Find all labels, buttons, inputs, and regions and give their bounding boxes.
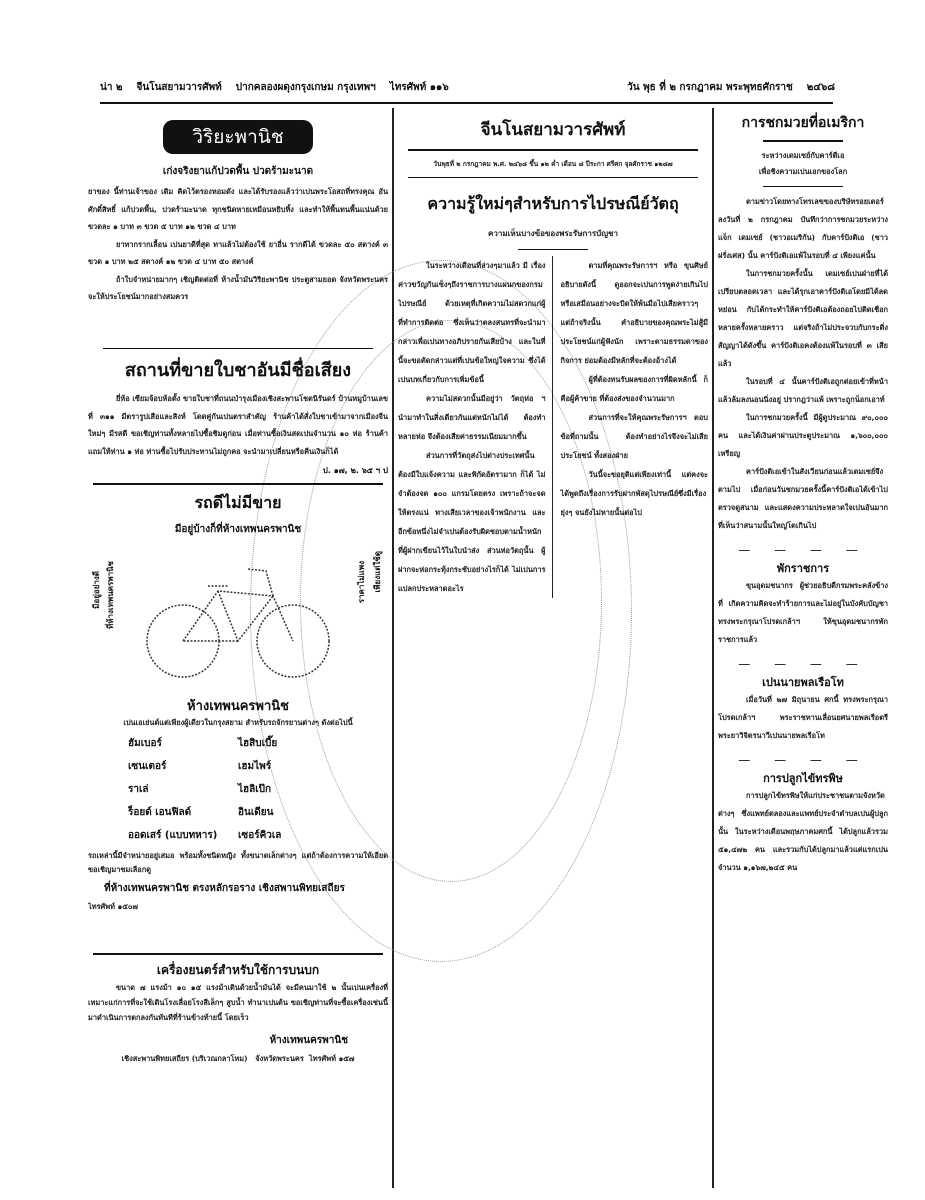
ad4-paragraph: ขนาด ๗ แรงม้า ๑๐ ๑๕ แรงม้าเดินด้วยน้ำมันได้ จะมีคนมาใช้ ๒ นั้นเปนเครื่องที่เหมาะแก่การที่จะใช้เดินโรงเลื่อยโรงสีเล็กๆ สูบน้ำ ทำนาเปนต้น ขอเชิญท่านที่จะซื้อเครื่องเช่นนี้ มาดำเนินการตกลงกันทันทีที่ร้านข้างท้ายนี้ โดยเร็ว (88, 982, 388, 1022)
ad4-title: เครื่องยนตร์สำหรับใช้การบนบก (156, 962, 320, 977)
ad3-shop-name: ห้างเทพนครพานิช (187, 698, 289, 714)
page-number: น่า ๒ (100, 81, 123, 93)
section-separator: — — — — (738, 543, 868, 557)
boxing-paragraph: ในการชกมวยครั้งนี้ มีผู้ดูประมาณ ๙๐,๐๐๐ คน และได้เงินค่าผ่านประตูประมาณ ๑,๖๐๐,๐๐๐ เหรียญ (718, 413, 888, 458)
section-rule (93, 483, 383, 485)
boxing-paragraph: ในการชกมวยครั้งนั้น เดมเซย์เปนฝ่ายที่ได้เปรียบตลอดเวลา และได้รุกเอาคาร์ปังติเอโดยมิได้ลดหย่อน กับได้กระทำให้คาร์ปังติเอต้องถอยไปติดเชือกหลายครั้งหลายคราว แต่จริงถ้าไม่ประจวบกับกระดิ่งสัญญาได้ดังขึ้น คาร์ปังติเอคงต้องแพ้ในรอบที่ ๓ เสียแล้ว (718, 269, 888, 368)
header-rule (100, 102, 833, 104)
ad2-signature: ป. ๑๗, ๒. ๖๕ ฯ ป (322, 466, 388, 475)
ad4-phone: ไทรศัพท์ ๑๕๗ (309, 1053, 355, 1063)
center-column (398, 110, 708, 1190)
ad3-intro: เปนเอเย่นต์แต่เพียงผู้เดียวในกรุงสยาม สำหรับรถจักรยานต่างๆ ดังต่อไปนี้ (123, 717, 353, 727)
ad4-shop: ห้างเทพนครพานิช (269, 1034, 348, 1046)
short-rule (763, 186, 843, 188)
side-text-left-2: ที่ห้างเทพนครพานิช (106, 560, 115, 629)
column-divider-2 (712, 108, 714, 1188)
suspension-title: พักราชการ (776, 562, 830, 575)
ad1-paragraph: ยาทากรากเลื้อน เปนยาดีที่สุด ทาแล้วไม่ต้องใช้ ยาอื่น รากดีได้ ขวดละ ๕๐ สตางค์ ๓ ขวด ๑ บาท ๒๕ สตางค์ ๑๒ ขวด ๔ บาท ๕๐ สตางค์ (88, 239, 388, 266)
ad-banner-viriya: วิริยะพานิช (163, 120, 313, 154)
masthead-rule (408, 149, 698, 151)
side-text-right: ราคาไม่แพง (357, 560, 366, 603)
brand: ร็อยด์ เอนฟิลด์ (128, 806, 192, 818)
boxing-paragraph: ตามข่าวโดยทางโทรเลขของบริษัทรอยเตอร์ ลงวันที่ ๒ กรกฎาคม บันทึกว่าการชกมวยระหว่าง แจ็ก เดมเซย์ (ชาวอเมริกัน) กับคาร์ปังติเอ (ชาวฝรั่งเศส) นั้น คาร์ปังติเอแพ้ในรอบที่ ๔ เพียงแค่นั้น (718, 197, 888, 260)
boxing-subtitle-2: เพื่อชิงความเปนเอกของโลก (758, 166, 848, 176)
boxing-paragraph: ในรอบที่ ๔ นั้นคาร์ปังติเอถูกต่อยเข้าที่หน้า แล้วล้มลงนอนนิ่งอยู่ ปรากฎว่าแพ้ เพราะถูกน็อกเอาท์ (718, 377, 888, 404)
article-body (398, 256, 708, 598)
dateline-rule (408, 177, 698, 179)
brand: ไฮสิบเบี๊ย (238, 737, 278, 749)
brand: เซนเตอร์ (128, 760, 167, 772)
ad3-title: รถดีไม่มีขาย (194, 492, 282, 512)
dateline: วันพุธที่ ๒ กรกฎาคม พ.ศ. ๒๔๖๘ ขึ้น ๑๒ ค่ำ เดือน ๘ ปีระกา ศรีศก จุลศักราช ๑๒๘๗ (433, 159, 673, 168)
masthead: จีนโนสยามวารศัพท์ (480, 120, 626, 140)
vaccination-paragraph: การปลูกไข้ทรพิษให้แก่ประชาชนตามจังหวัดต่างๆ ซึ่งแพทย์ตลองและแพทย์ประจำตำบลเปนผู้ปลูกนั้น ในระหว่างเดือนพฤษภาคมศกนี้ ได้ปลูกแล้วรวม ๕๑,๔๗๒ คน และรวมกับได้ปลูกมาแล้วแต่แรกเปนจำนวน ๑,๑๖๗,๒๔๕ คน (718, 791, 888, 872)
section-separator: — — — — (738, 657, 868, 671)
ad2-title: สถานที่ขายใบชาอันมีชื่อเสียง (124, 360, 352, 381)
section-rule (103, 348, 373, 350)
article-paragraph: ส่วนการที่วัตถุส่งไปต่างประเทศนั้นต้องมีใบแจ้งความ และพิกัดอัตรามาก ก็ได้ ไม่จำต้องจด ๑๐๐ แกรมโดยตรง เพราะถ้าจะจดให้ตรงแน่ ทางเสียเวลาของเจ้าพนักงาน และอีกข้อหนึ่งไม่จำเปนต้องรับผิดชอบตามน้ำหนักที่ผู้ฝากเขียนไว้ในใบนำส่ง ส่วนห่อวัตถุนั้น ผู้ฝากจะห่อกระทุ้งกระชับอย่างไรก็ได้ ไม่เปนการแปลกประหลาดอะไร (398, 451, 546, 593)
ad4-address-line (88, 1050, 388, 1068)
article-paragraph: ผู้ที่ต้องทนรับผลของการที่ผิดหลักนี้ ก็คือผู้ค้าขาย ที่ต้องส่งของจำนวนมาก (560, 375, 708, 403)
brand: ราเล่ (128, 783, 149, 795)
ad1-paragraph: ถ้าใบจำหน่ายมากๆ เชิญติดต่อที่ ห้างน้ำมันวิริยะพานิช ประตูสามยอด จังหวัดพระนคร จะให้ประโยชน์มากอย่างสมควร (88, 274, 388, 301)
boxing-subtitle-1: ระหว่างเดมเซย์กับคาร์ตีเอ (761, 150, 845, 160)
side-text-right-2: เพียงแต่ใช้ดู (373, 550, 382, 592)
boxing-title: การชกมวยที่อเมริกา (741, 115, 865, 131)
paper-name: จีนโนสยามวารศัพท์ (136, 81, 222, 93)
column-divider-1 (392, 108, 394, 1188)
article-paragraph: ส่วนการที่จะให้คุณพระรัษการฯ ตอบข้อที่ถามนั้น ต้องทำอย่างไรจึงจะไม่เสียประโยชน์ ทั้งสองฝ่าย (560, 413, 708, 460)
article-paragraph: ในระหว่างเดือนที่ล่วงๆมาแล้ว มี เรื่องค่าวขวัญกันเซ็งๆถึงราชการบางแผนกของกรมไปรษณีย์ ด้วยเหตุที่เกิดความไม่สดวกแก่ผู้ที่ทำการติดต่อ ซึ่งเห็นว่าตลงสนทรที่จะนำมากล่าวเพื่อเปนทางอภิปรายกันเสียบ้าง และในที่นี้จะขอตัดกล่าวแต่ที่เปนข้อใหญ่ใจความ ซึ่งได้เปนบทเกี่ยวกับการเพิ่มข้อนี้ (398, 261, 546, 384)
short-rule (518, 249, 588, 251)
subheadline: ความเห็นบางข้อของพระรัษการบัญชา (488, 229, 618, 238)
promotion-paragraph: เมื่อวันที่ ๒๗ มิถุนายน ศกนี้ ทรงพระกรุณาโปรดเกล้าฯ พระราชทานเลื่อนยศนายพลเรือตรี พระยาวิจิตรนาวีเปนนายพลเรือโท (718, 695, 888, 740)
office-address: ปากคลองผดุงกรุงเกษม กรุงเทพฯ (235, 81, 376, 93)
ad4-district: จังหวัดพระนคร (255, 1053, 304, 1063)
article-paragraph: วันนี้จะขอยุติแต่เพียงเท่านี้ แต่คงจะได้พูดถึงเรื่องการรับฝากพัสดุไปรษณีย์ซึ่งมีเรื่องยุ่งๆ จนยังไม่หายนั้นต่อไป (560, 470, 708, 517)
article-column-left (398, 256, 553, 598)
side-text-left: มีอยู่อย่างดี (92, 570, 101, 609)
promotion-title: เปนนายพลเรือโท (762, 676, 844, 689)
boxing-paragraph: คาร์ปังติเอเข้าในสังเวียนก่อนแล้วเดมเซย์จึงตามไป เมื่อก่อนวันชกมวยครั้งนี้คาร์ปังติเอได้เข้าไปตรวจดูสนาม และแสดงความประหลาดใจเปนอันมาก ที่เห็นว่าสนามนั้นใหญ่โตเกินไป (718, 467, 888, 530)
ad3-note: รถเหล่านี้มีจำหน่ายอยู่เสมอ พร้อมทั้งชนิดหญิง ทั้งขนาดเล็กต่างๆ แต่ถ้าต้องการความให้เอียด ขอเชิญมาชมเลือกดู (88, 850, 388, 874)
ad3-phone: ไทรศัพท์ ๑๕๐๗ (88, 901, 138, 911)
phone: ไทรศัพท์ ๑๑๖ (389, 81, 449, 93)
article-paragraph: ความไม่สดวกนั้นมีอยู่ว่า วัตถุห่อ ฯ นำมาทำในสิ่งเดียวกันแต่หนักไม่ได้ ต้องทำหลายห่อ จึงต้องเสียค่าธรรมเนียมมากขึ้น (398, 394, 546, 441)
ad1-subtitle: เก่งจริงยาแก้ปวดพื้น ปวดร้ามะนาด (162, 166, 314, 177)
issue-year: ๒๔๖๘ (806, 81, 835, 93)
ad3-address: ที่ห้างเทพนครพานิช ตรงหลักรอราง เชิงสพานพิทยเสถียร (104, 882, 345, 894)
section-separator: — — — — (738, 753, 868, 767)
ad2-paragraph: ยี่ห้อ เซียมจ้อบห้อตั้ง ขายใบชาที่ถนนบำรุงเมืองเชิงสะพานโชตนิรันดร์ บ้านหมูบ้านเลขที่ ๓๑๑ มีตรารูปเสือและสิงห์ โดดคู่กันเปนตราสำคัญ ร้านค้าได้สั่งใบชาเข้ามาจากเมืองจีน ใหม่ๆ มีรสดี ขอเชิญท่านทั้งหลายไปซื้อชิมดูก่อน เมื่อท่านซื้อเงินสดเปนจำนวน ๑๐ ห่อ ร้านค้าแถมให้ท่าน ๑ ห่อ ท่านซื้อไปรับประทานไม่ถูกคอ จะนำมาเปลี่ยนหรือคืนเงินก็ได้ (88, 394, 388, 456)
brand: ฮัมเบอร์ (128, 737, 162, 749)
section-rule (93, 953, 383, 955)
article-column-right (561, 256, 709, 598)
brand: เซอร์คิวเล (238, 829, 282, 841)
brand: ออดเสร์ (แบบทหาร) (128, 829, 218, 841)
left-column (88, 110, 388, 1190)
bicycle-icon (88, 541, 388, 691)
headline: ความรู้ใหม่ๆสำหรับการไปรษณีย์วัตถุ (427, 194, 679, 213)
short-rule (763, 140, 843, 142)
brand: ไฮลิเป๊ก (238, 783, 272, 795)
issue-date: วัน พุธ ที่ ๒ กรกฎาคม พระพุทธศักราช (627, 81, 793, 93)
article-paragraph: ตามที่คุณพระรัษการฯ หรือ ขุนศิษย์อธิบายดังนี้ ดูออกจะเปนการพูดง่ายเกินไป หรือเสมือนอย่างจะบิดให้พ้นมือไปเสียคราวๆ แต่ถ้าจริงนั้น คำอธิบายของคุณพระไม่สู้มีประโยชน์แก่ผู้ฟังนัก เพราะตามธรรมดาของกิจการ ย่อมต้องมีหลักที่จะต้องอ้างได้ (560, 261, 708, 365)
ad4-address: เชิงสะพานพิทยเสถียร (บริเวณกลาโหม) (121, 1053, 248, 1063)
suspension-paragraph: ขุนอุดมชนากร ผู้ช่วยอธิบดีกรมพระคลังข้างที่ เกิดความคิดจะทำร้ายการและไม่อยู่ในบังคับบัญชา ทรงพระกรุณาโปรดเกล้าฯ ให้ขุนอุดมชนากรพักราชการแล้ว (718, 581, 888, 644)
brand: เฮมไพร์ (238, 760, 272, 772)
vaccination-title: การปลูกไข้ทรพิษ (763, 772, 843, 785)
ad3-subtitle: มีอยู่บ้างก็ที่ห้างเทพนครพานิช (174, 523, 302, 535)
page-header (100, 78, 835, 96)
bicycle-brand-list (88, 730, 388, 849)
brand: อินเดียน (238, 806, 274, 818)
right-column (718, 110, 888, 1190)
ad1-paragraph: ยาของ นี้ท่านเจ้าของ เดิม คิดไว้ตรองหอมดัง และได้รับรองแล้วว่าเปนพระโอสถที่ทรงคุณ อันศักดิ์สิทธิ์ แก้ปวดพื้น, ปวดร้ามะนาด ทุกชนิดหายเหมือนหยิบทิ้ง และทำให้พื้นทนพื้นแน่นด้วย ขวดละ ๑ บาท ๓ ขวด ๕ บาท ๑๒ ขวด ๔ บาท (88, 187, 388, 231)
bicycle-illustration (88, 541, 388, 691)
